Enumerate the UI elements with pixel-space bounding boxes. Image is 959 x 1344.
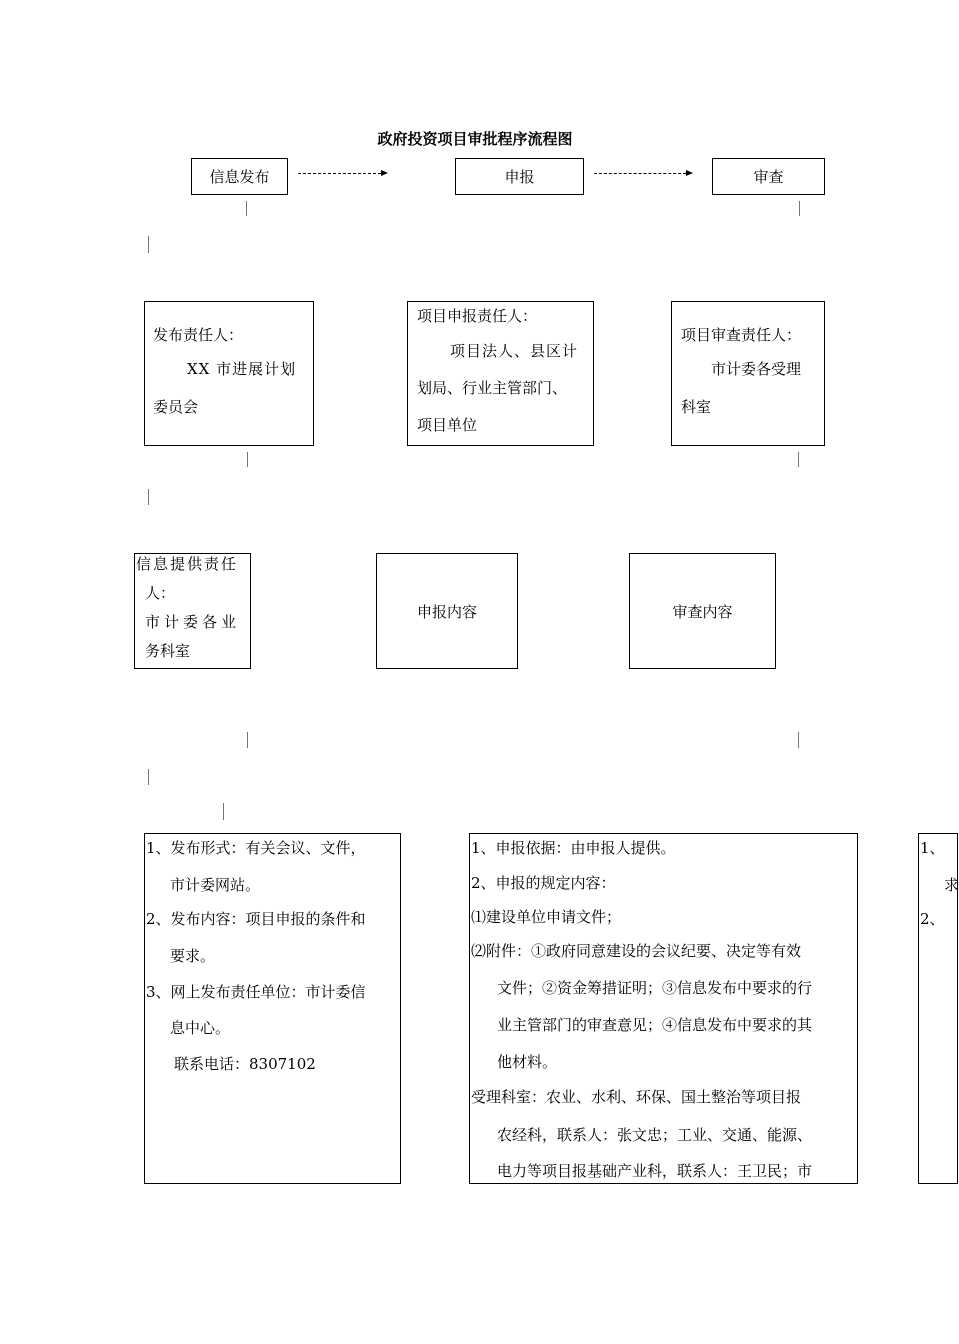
apply-detail-line: 受理科室：农业、水利、环保、国土整治等项目报 <box>471 1088 802 1106</box>
connector-line <box>223 803 224 820</box>
apply-detail-line: 他材料。 <box>497 1053 558 1071</box>
publish-detail-line: 2、发布内容：项目申报的条件和 <box>146 910 366 928</box>
connector-line <box>148 489 149 505</box>
review-resp-line: 市计委各受理 <box>711 360 802 378</box>
connector-line <box>247 452 248 467</box>
apply-detail-line: 2、申报的规定内容： <box>471 874 616 892</box>
connector-line <box>799 201 800 216</box>
arrow-apply-to-review <box>594 173 691 174</box>
info-provider-line: 市计委各业 <box>145 613 241 631</box>
review-detail-line: 求 <box>944 876 959 894</box>
apply-detail-line: ⑵附件：①政府同意建设的会议纪要、决定等有效 <box>471 942 802 960</box>
apply-responsible-box <box>407 301 594 446</box>
page-title: 政府投资项目审批程序流程图 <box>377 130 573 148</box>
connector-line <box>798 452 799 467</box>
apply-content-label: 申报内容 <box>416 602 477 621</box>
publish-resp-line: 发布责任人： <box>153 326 244 344</box>
apply-detail-line: 农经科，联系人：张文忠；工业、交通、能源、 <box>497 1126 813 1144</box>
review-detail-line: 1、 <box>920 839 945 857</box>
info-provider-line: 信息提供责任 <box>136 555 239 573</box>
publish-detail-line: 息中心。 <box>170 1019 231 1037</box>
publish-detail-line: 联系电话：8307102 <box>174 1055 316 1073</box>
publish-label: 信息发布 <box>209 168 270 186</box>
apply-detail-line: 1、申报依据：由申报人提供。 <box>471 839 676 857</box>
apply-label: 申报 <box>504 168 535 186</box>
connector-line <box>798 732 799 748</box>
publish-detail-line: 3、网上发布责任单位：市计委信 <box>146 983 366 1001</box>
connector-line <box>247 732 248 748</box>
publish-responsible-box <box>144 301 314 446</box>
review-label: 审查 <box>753 168 784 186</box>
apply-content-box <box>376 553 518 669</box>
review-responsible-box <box>671 301 825 446</box>
apply-resp-line: 项目单位 <box>417 416 478 434</box>
apply-resp-line: 项目申报责任人： <box>417 307 538 325</box>
publish-detail-line: 1、发布形式：有关会议、文件， <box>146 839 366 857</box>
info-provider-line: 务科室 <box>145 642 191 660</box>
publish-resp-line: 委员会 <box>153 398 199 416</box>
connector-line <box>246 201 247 216</box>
publish-resp-line: XX 市进展计划 <box>187 360 297 378</box>
publish-detail-box <box>144 833 401 1184</box>
info-provider-line: 人： <box>145 584 176 602</box>
review-detail-line: 2、 <box>920 910 945 928</box>
apply-detail-box <box>469 833 858 1184</box>
publish-box <box>191 158 288 195</box>
publish-detail-line: 要求。 <box>170 947 216 965</box>
review-box <box>712 158 825 195</box>
review-resp-line: 项目审查责任人： <box>681 326 802 344</box>
review-detail-box-partial <box>918 833 958 1184</box>
apply-detail-line: ⑴建设单位申请文件； <box>471 908 622 926</box>
review-content-label: 审查内容 <box>672 602 733 621</box>
publish-detail-line: 市计委网站。 <box>170 876 261 894</box>
info-provider-box <box>134 553 251 669</box>
apply-detail-line: 电力等项目报基础产业科，联系人：王卫民；市 <box>497 1162 813 1180</box>
apply-detail-line: 业主管部门的审查意见；④信息发布中要求的其 <box>497 1016 813 1034</box>
apply-resp-line: 划局、行业主管部门、 <box>417 379 568 397</box>
apply-box <box>455 158 584 195</box>
apply-resp-line: 项目法人、县区计 <box>450 342 579 360</box>
arrow-publish-to-apply <box>298 173 386 174</box>
connector-line <box>148 769 149 785</box>
connector-line <box>148 236 149 253</box>
review-content-box <box>629 553 776 669</box>
apply-detail-line: 文件；②资金筹措证明；③信息发布中要求的行 <box>497 979 813 997</box>
review-resp-line: 科室 <box>681 398 712 416</box>
